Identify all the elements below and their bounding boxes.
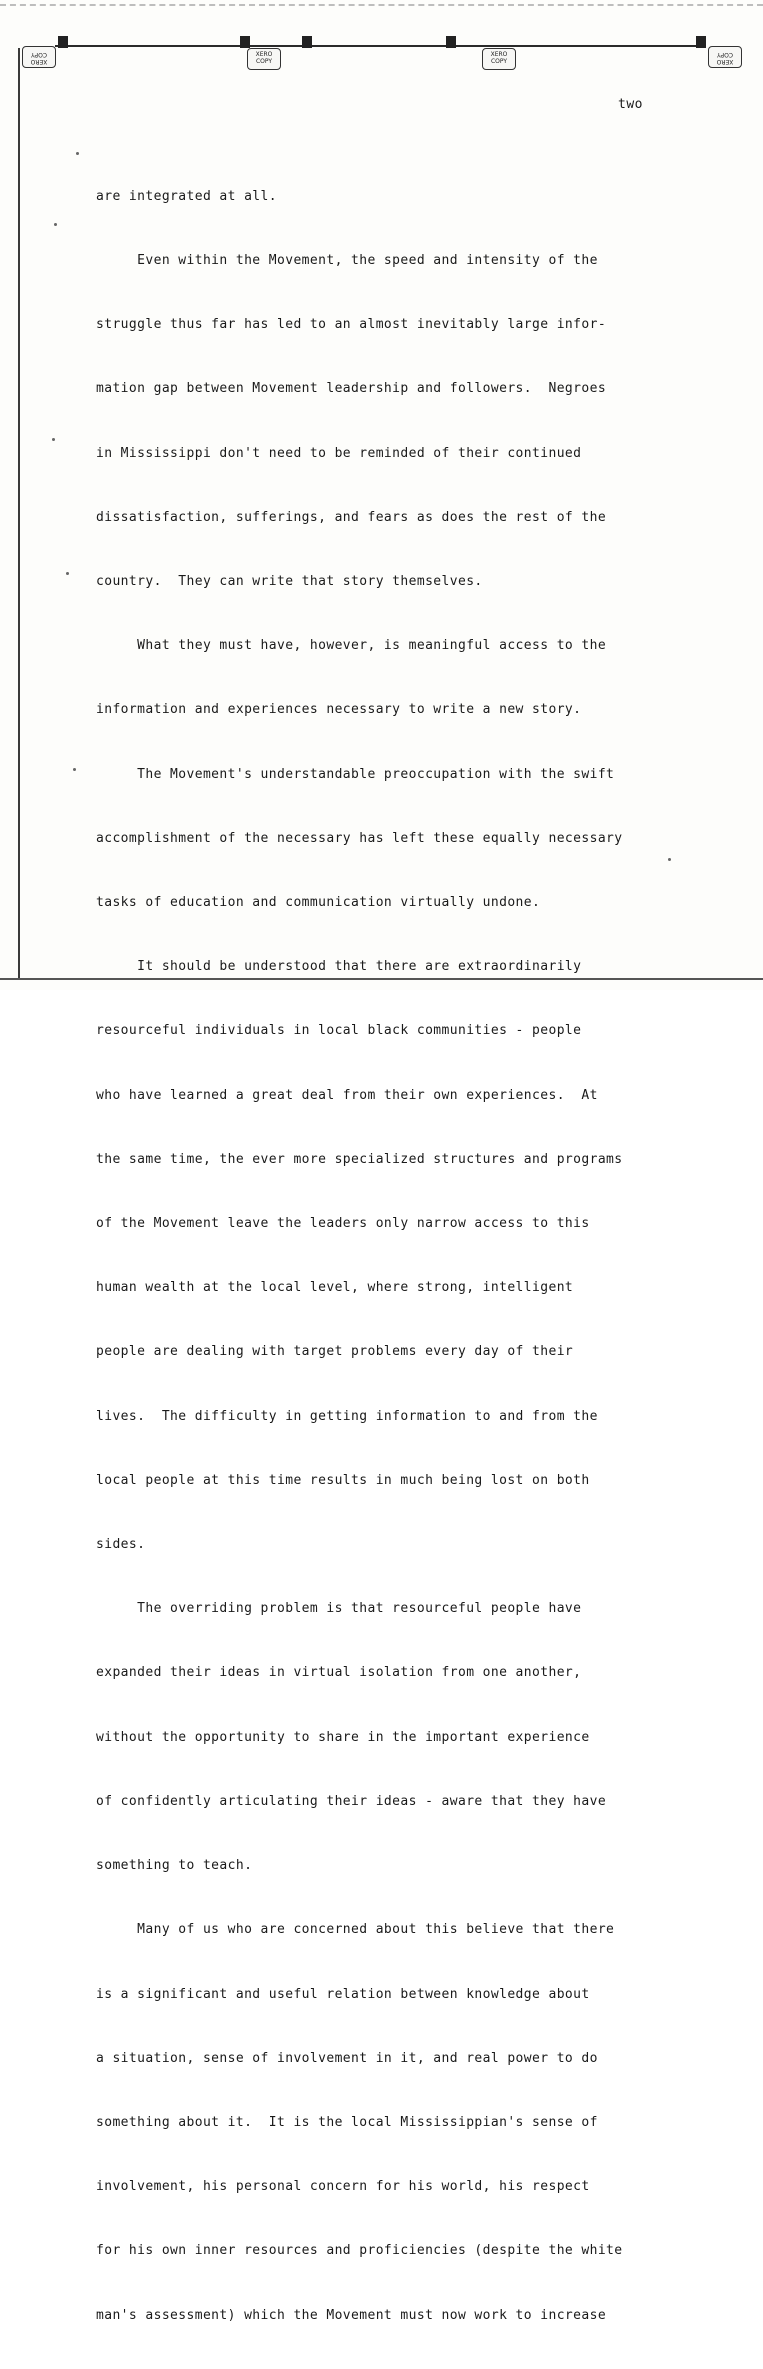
text-line: sides.: [96, 1537, 146, 1553]
text-line: Even within the Movement, the speed and intensity of the: [96, 253, 598, 269]
margin-speck: [76, 152, 79, 155]
page-number: two: [618, 97, 643, 112]
text-line: country. They can write that story themselves.: [96, 574, 483, 590]
text-line: resourceful individuals in local black communities - people: [96, 1023, 582, 1039]
text-line: something about it. It is the local Mississippian's sense of: [96, 2114, 598, 2130]
text-line: involvement, his personal concern for his world, his respect: [96, 2179, 590, 2195]
perforation-edge: [0, 4, 763, 6]
text-line: struggle thus far has led to an almost inevitably large infor-: [96, 317, 607, 333]
margin-speck: [668, 858, 671, 861]
text-line: The Movement's understandable preoccupation with the swift: [96, 766, 615, 782]
xero-copy-stamp: XERO COPY: [247, 48, 281, 70]
text-line: local people at this time results in much being lost on both: [96, 1472, 590, 1488]
feed-tab-mark: [58, 36, 68, 48]
margin-speck: [66, 572, 69, 575]
text-line: dissatisfaction, sufferings, and fears as does the rest of the: [96, 509, 607, 525]
text-line: in Mississippi don't need to be reminded of their continued: [96, 445, 582, 461]
text-line: It should be understood that there are extraordinarily: [96, 959, 582, 975]
text-line: The overriding problem is that resourceful people have: [96, 1601, 582, 1617]
text-line: accomplishment of the necessary has left these equally necessary: [96, 830, 623, 846]
body-text: [96, 143, 666, 2369]
margin-speck: [54, 223, 57, 226]
text-line: mation gap between Movement leadership and followers. Negroes: [96, 381, 607, 397]
text-line: tasks of education and communication virtually undone.: [96, 895, 541, 911]
text-line: of confidently articulating their ideas - aware that they have: [96, 1793, 607, 1809]
text-line: the same time, the ever more specialized structures and programs: [96, 1151, 623, 1167]
text-line: information and experiences necessary to write a new story.: [96, 702, 582, 718]
text-line: Many of us who are concerned about this believe that there: [96, 1922, 615, 1938]
text-line: lives. The difficulty in getting information to and from the: [96, 1408, 598, 1424]
left-margin-rule: [18, 48, 20, 978]
text-line: human wealth at the local level, where strong, intelligent: [96, 1280, 574, 1296]
text-line: something to teach.: [96, 1858, 253, 1874]
text-line: are integrated at all.: [96, 188, 277, 204]
text-line: What they must have, however, is meaningful access to the: [96, 638, 607, 654]
feed-tab-mark: [302, 36, 312, 48]
margin-speck: [73, 768, 76, 771]
text-line: of the Movement leave the leaders only narrow access to this: [96, 1216, 590, 1232]
text-line: a situation, sense of involvement in it, and real power to do: [96, 2050, 598, 2066]
margin-speck: [52, 438, 55, 441]
feed-tab-mark: [696, 36, 706, 48]
xero-copy-stamp: XERO COPY: [708, 46, 742, 68]
xero-copy-stamp: XERO COPY: [482, 48, 516, 70]
text-line: without the opportunity to share in the important experience: [96, 1729, 590, 1745]
text-line: is a significant and useful relation between knowledge about: [96, 1986, 590, 2002]
text-line: who have learned a great deal from their own experiences. At: [96, 1087, 598, 1103]
text-line: for his own inner resources and proficiencies (despite the white: [96, 2243, 623, 2259]
feed-tab-mark: [240, 36, 250, 48]
header-rule: [55, 45, 705, 47]
text-line: people are dealing with target problems every day of their: [96, 1344, 574, 1360]
feed-tab-mark: [446, 36, 456, 48]
text-line: man's assessment) which the Movement must now work to increase: [96, 2307, 607, 2323]
xero-copy-stamp: XERO COPY: [22, 46, 56, 68]
text-line: expanded their ideas in virtual isolation from one another,: [96, 1665, 582, 1681]
